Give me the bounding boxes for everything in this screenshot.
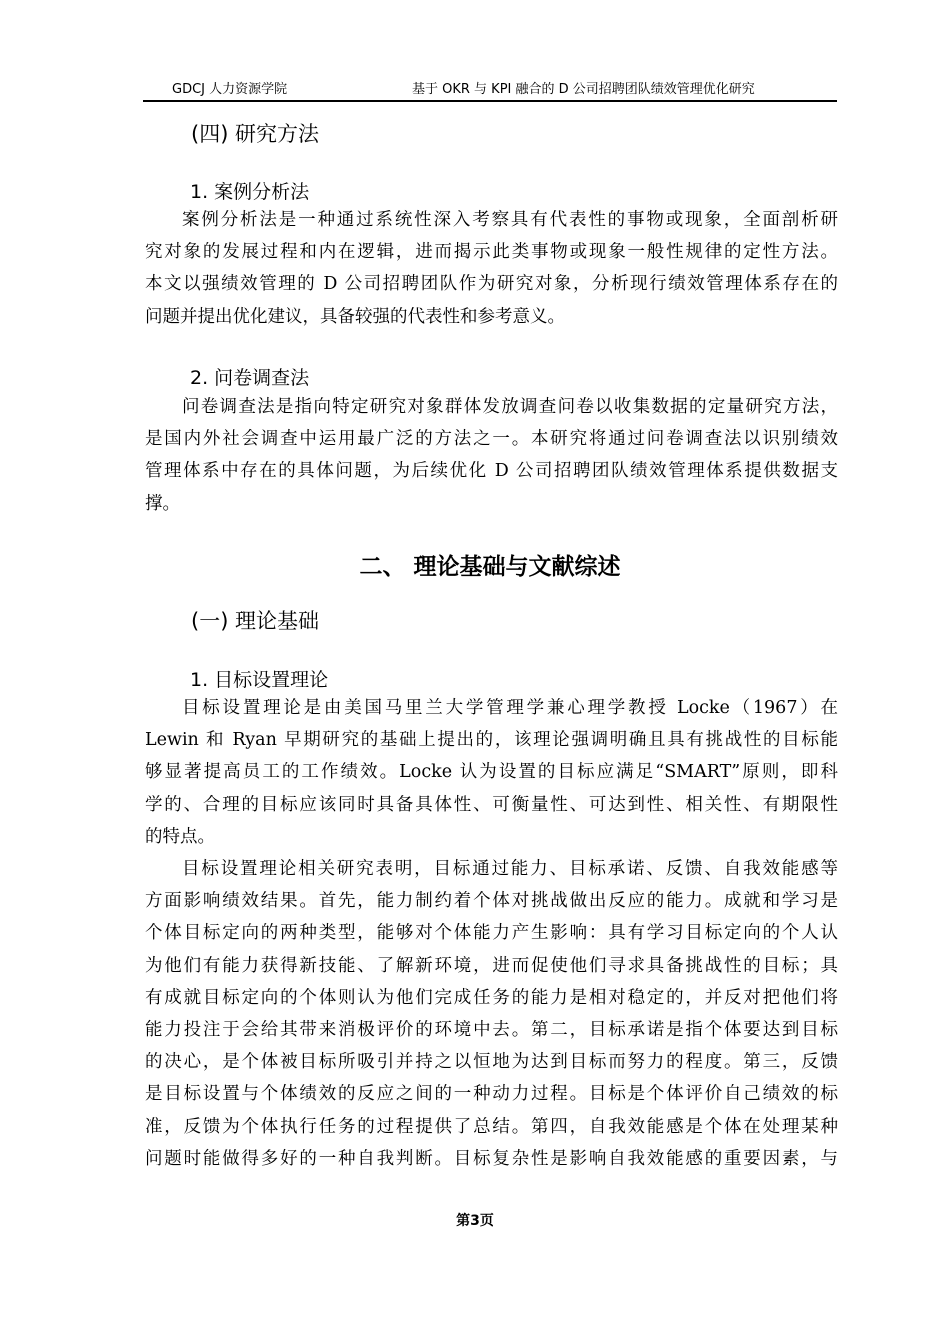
text-line: 够显著提高员工的工作绩效。Locke 认为设置的目标应满足“SMART”原则，即科	[145, 762, 838, 783]
subsection-title-goal-setting: 1. 目标设置理论	[190, 669, 329, 691]
section-title-theory-basis: (一) 理论基础	[191, 609, 320, 633]
text-line: 是国内外社会调查中运用最广泛的方法之一。本研究将通过问卷调查法以识别绩效	[145, 429, 838, 450]
section-title-research-methods: (四) 研究方法	[191, 122, 320, 146]
text-line: 案例分析法是一种通过系统性深入考察具有代表性的事物或现象，全面剖析研	[182, 210, 838, 230]
text-line: 方面影响绩效结果。首先，能力制约着个体对挑战做出反应的能力。成就和学习是	[145, 891, 838, 912]
text-line: 目标设置理论相关研究表明，目标通过能力、目标承诺、反馈、自我效能感等	[182, 859, 838, 879]
text-line: 的决心，是个体被目标所吸引并持之以恒地为达到目标而努力的程度。第三，反馈	[145, 1052, 838, 1073]
text-line: 目标设置理论是由美国马里兰大学管理学兼心理学教授 Locke（1967）在	[182, 698, 838, 718]
page-number: 第3页	[456, 1213, 494, 1229]
text-line: 撑。	[145, 493, 180, 514]
text-line: 的特点。	[145, 826, 215, 847]
text-line: 有成就目标定向的个体则认为他们完成任务的能力是相对稳定的，并反对把他们将	[145, 987, 838, 1008]
text-line: 是目标设置与个体绩效的反应之间的一种动力过程。目标是个体评价自己绩效的标	[145, 1084, 838, 1105]
header-right: 基于 OKR 与 KPI 融合的 D 公司招聘团队绩效管理优化研究	[412, 82, 755, 97]
text-line: 问卷调查法是指向特定研究对象群体发放调查问卷以收集数据的定量研究方法，	[182, 397, 838, 417]
paragraph-questionnaire	[145, 391, 838, 520]
text-line: 管理体系中存在的具体问题，为后续优化 D 公司招聘团队绩效管理体系提供数据支	[145, 461, 838, 482]
text-line: 本文以强绩效管理的 D 公司招聘团队作为研究对象，分析现行绩效管理体系存在的	[145, 274, 838, 295]
paragraph-goal-setting-2	[145, 853, 838, 1175]
paragraph-case-analysis	[145, 204, 838, 333]
text-line: 准，反馈为个体执行任务的过程提供了总结。第四，自我效能感是个体在处理某种	[145, 1116, 838, 1137]
text-line: 问题并提出优化建议，具备较强的代表性和参考意义。	[145, 306, 565, 327]
header-left: GDCJ 人力资源学院	[172, 82, 288, 97]
text-line: 个体目标定向的两种类型，能够对个体能力产生影响：具有学习目标定向的个人认	[145, 923, 838, 944]
chapter-title: 二、 理论基础与文献综述	[359, 554, 621, 580]
text-line: 为他们有能力获得新技能、了解新环境，进而促使他们寻求具备挑战性的目标；具	[145, 955, 838, 976]
subsection-title-case-analysis: 1. 案例分析法	[190, 181, 310, 203]
header-rule	[143, 100, 837, 102]
text-line: Lewin 和 Ryan 早期研究的基础上提出的，该理论强调明确且具有挑战性的目标能	[145, 730, 838, 751]
text-line: 能力投注于会给其带来消极评价的环境中去。第二，目标承诺是指个体要达到目标	[145, 1019, 838, 1040]
text-line: 究对象的发展过程和内在逻辑，进而揭示此类事物或现象一般性规律的定性方法。	[145, 242, 838, 263]
paragraph-goal-setting-1	[145, 692, 838, 853]
subsection-title-questionnaire: 2. 问卷调查法	[190, 367, 310, 389]
text-line: 问题时能做得多好的一种自我判断。目标复杂性是影响自我效能感的重要因素，与	[145, 1148, 838, 1169]
text-line: 学的、合理的目标应该同时具备具体性、可衡量性、可达到性、相关性、有期限性	[145, 794, 838, 815]
